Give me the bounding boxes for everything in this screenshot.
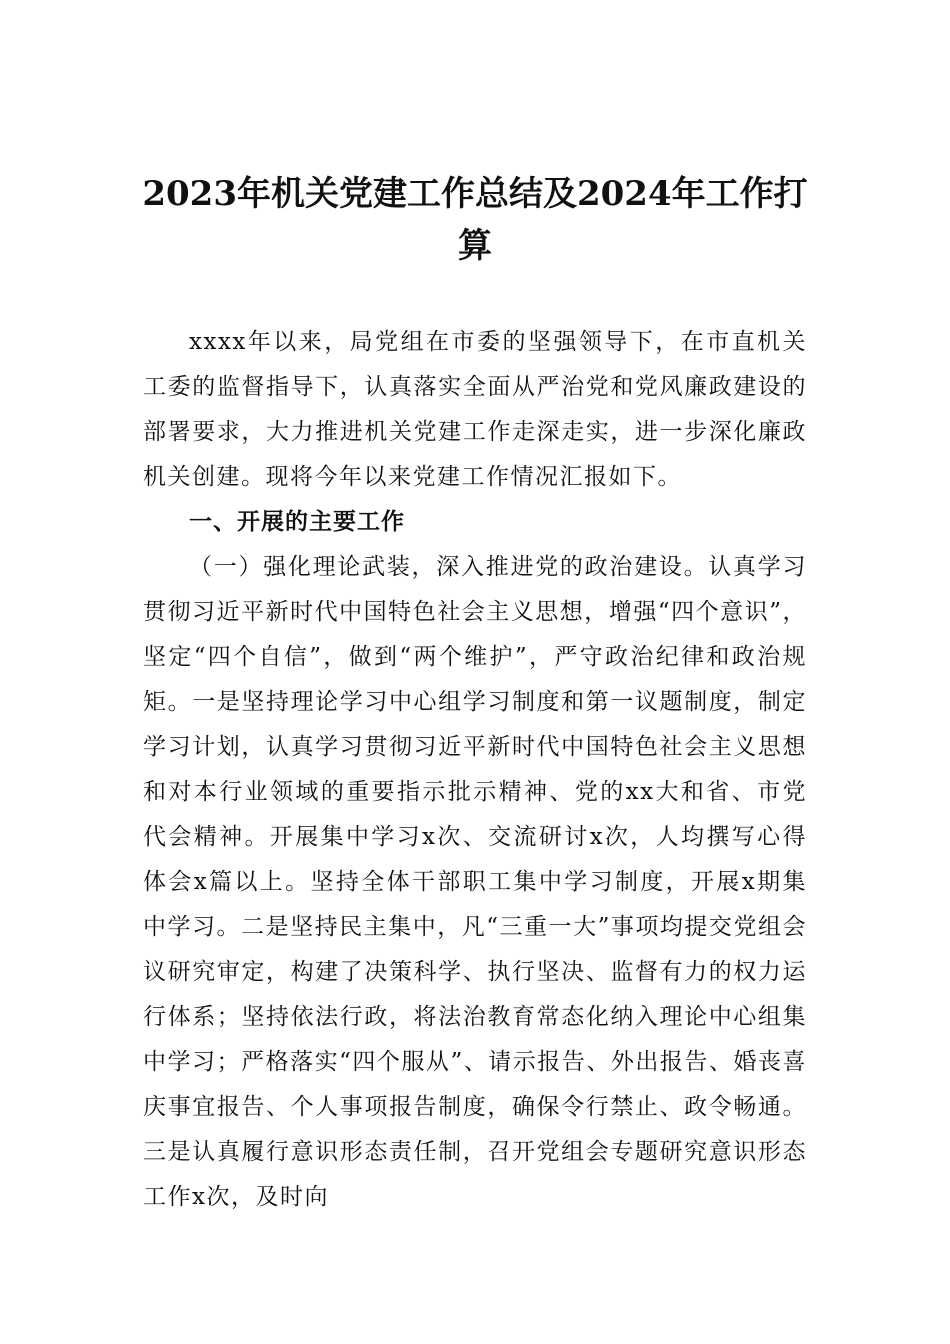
section-heading: 一、开展的主要工作	[189, 509, 405, 535]
intro-paragraph: xxxx年以来，局党组在市委的坚强领导下，在市直机关工委的监督指导下，认真落实全面从严治党和党风廉政建设的部署要求，大力推进机关党建工作走深走实，进一步深化廉政机关创建。现将今年以来党建工作情况汇报如下。	[143, 329, 807, 490]
document-body	[143, 320, 807, 1220]
section-paragraph: （一）强化理论武装，深入推进党的政治建设。认真学习贯彻习近平新时代中国特色社会主义思想，增强“四个意识”，坚定“四个自信”，做到“两个维护”，严守政治纪律和政治规矩。一是坚持理论学习中心组学习制度和第一议题制度，制定学习计划，认真学习贯彻习近平新时代中国特色社会主义思想和对本行业领域的重要指示批示精神、党的xx大和省、市党代会精神。开展集中学习x次、交流研讨x次，人均撰写心得体会x篇以上。坚持全体干部职工集中学习制度，开展x期集中学习。二是坚持民主集中，凡“三重一大”事项均提交党组会议研究审定，构建了决策科学、执行坚决、监督有力的权力运行体系；坚持依法行政，将法治教育常态化纳入理论中心组集中学习；严格落实“四个服从”、请示报告、外出报告、婚丧喜庆事宜报告、个人事项报告制度，确保令行禁止、政令畅通。三是认真履行意识形态责任制，召开党组会专题研究意识形态工作x次，及时向	[143, 554, 807, 1210]
document-title: 2023年机关党建工作总结及2024年工作打算	[142, 174, 808, 266]
